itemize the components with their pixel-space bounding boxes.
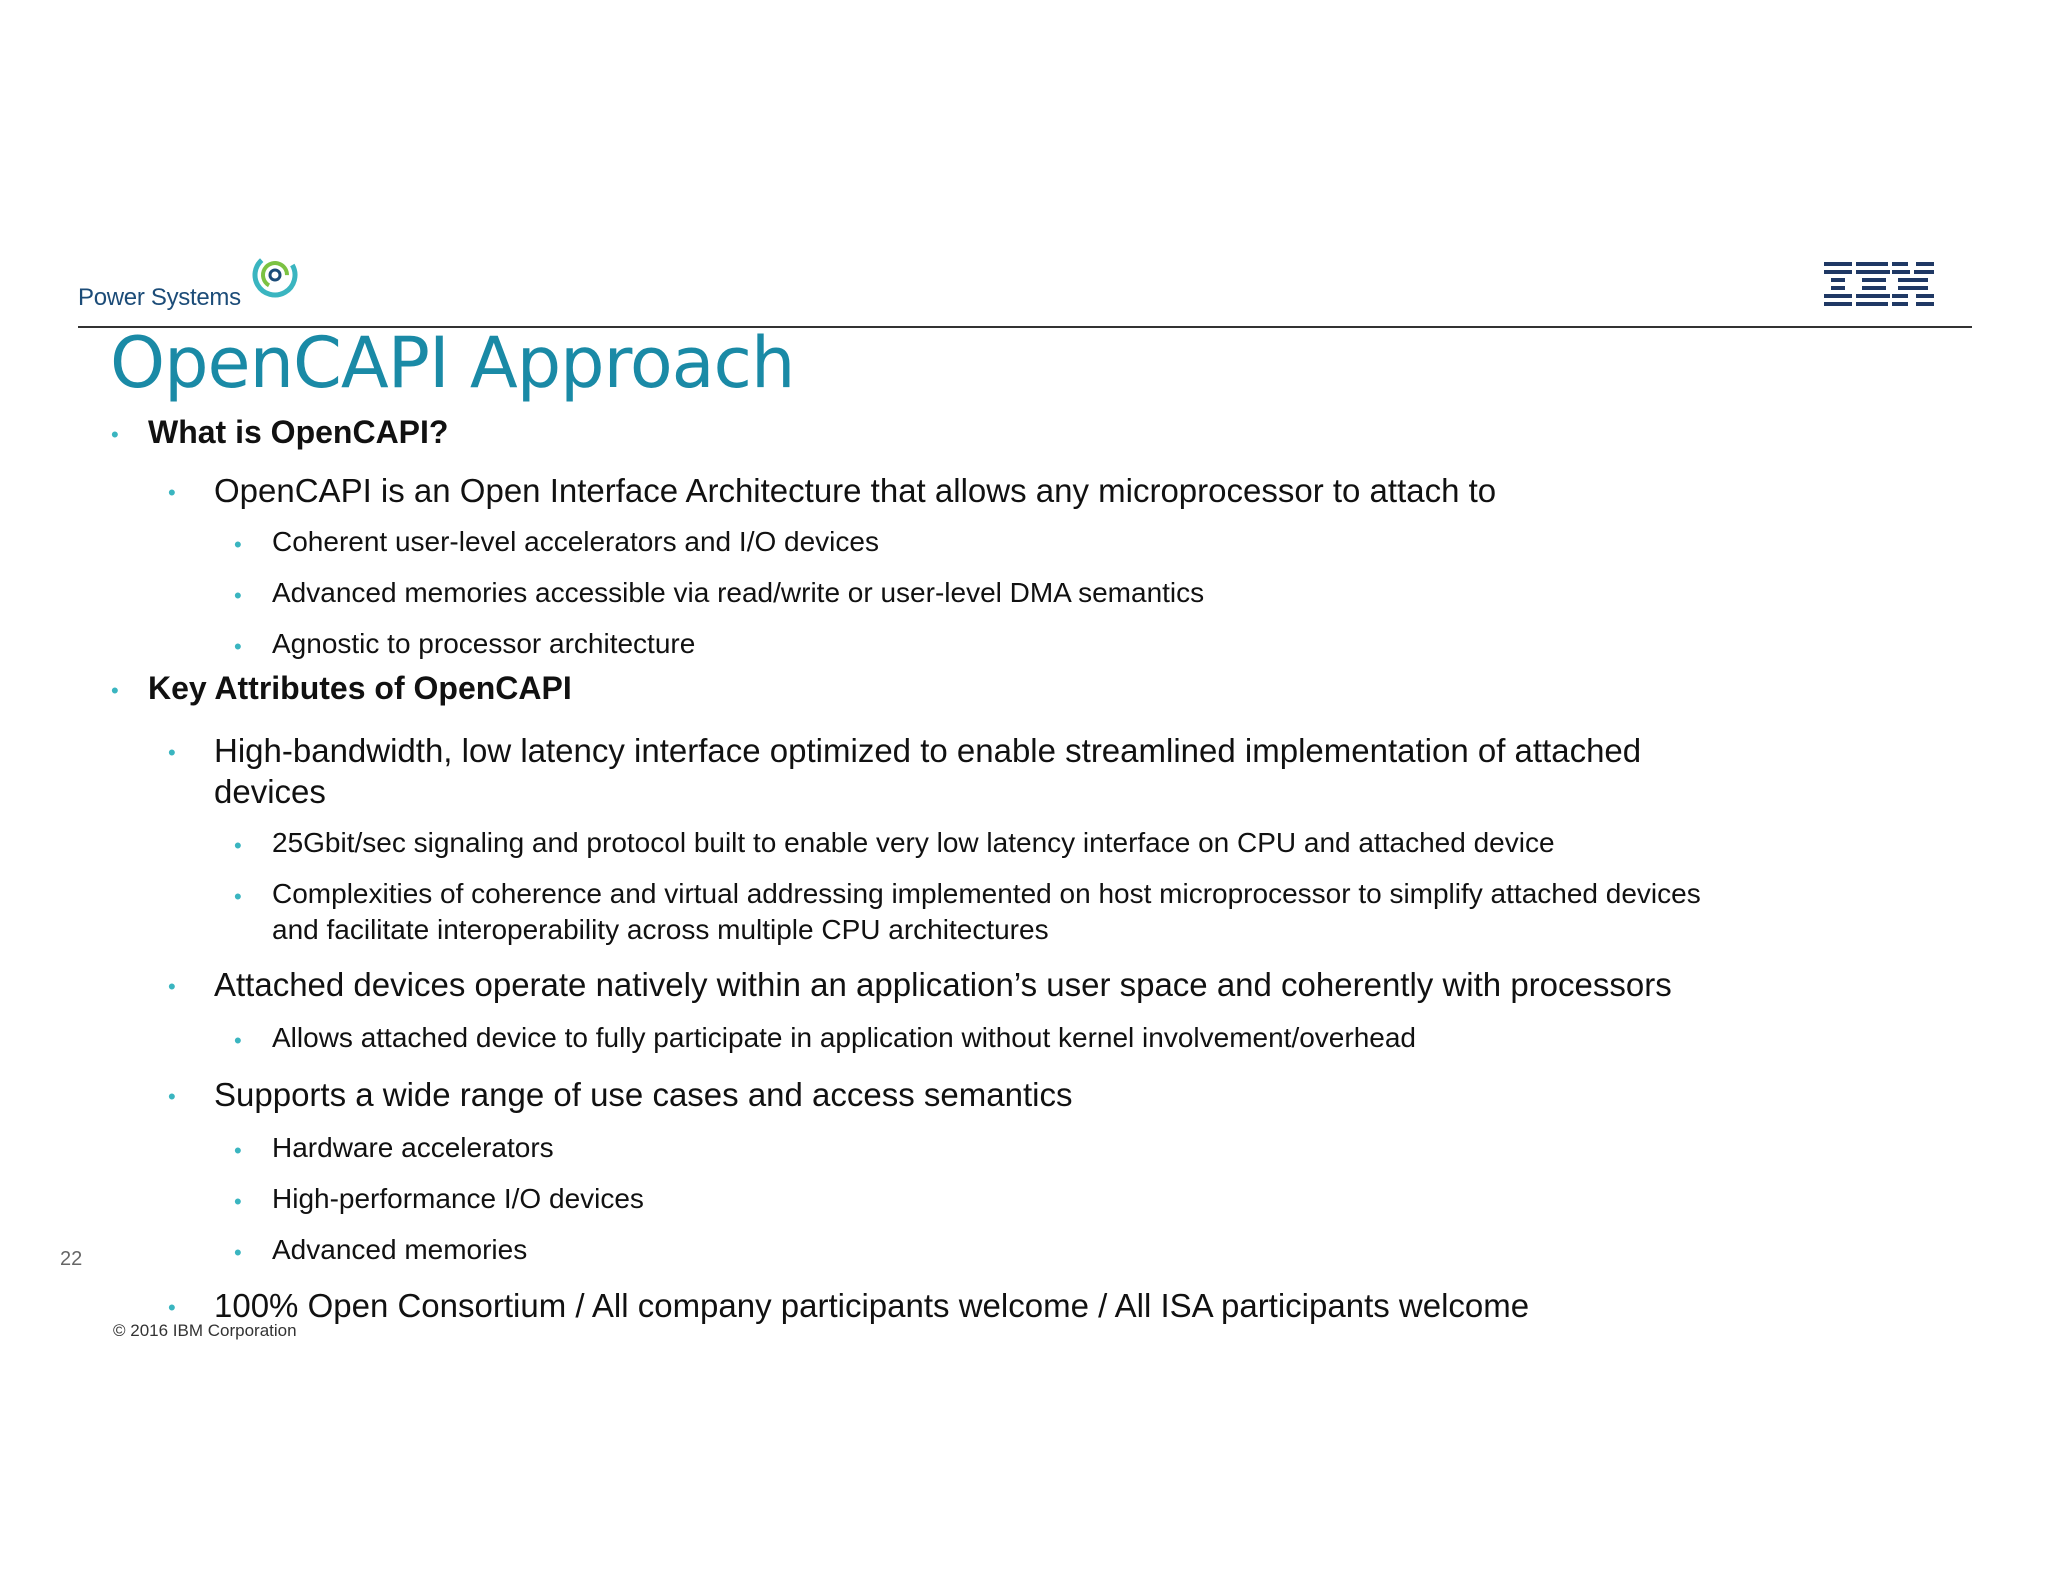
brand-name: Power Systems	[78, 284, 241, 311]
ibm-logo	[1824, 262, 1934, 306]
bullet-icon: •	[111, 678, 119, 703]
bullet-icon: •	[234, 634, 242, 659]
slide-title: OpenCAPI Approach	[110, 322, 795, 404]
section-heading: What is OpenCAPI?	[148, 414, 449, 450]
bullet-icon: •	[234, 583, 242, 608]
bullet-icon: •	[234, 833, 242, 858]
power-systems-logo	[78, 250, 318, 320]
sub-list-item: Allows attached device to fully participate in application without kernel involvement/overhead	[272, 1022, 1416, 1053]
sub-list-item: Advanced memories accessible via read/write or user-level DMA semantics	[272, 577, 1205, 608]
bullet-icon: •	[168, 1084, 176, 1109]
power-systems-swirl-icon	[250, 250, 300, 300]
section-heading: Key Attributes of OpenCAPI	[148, 670, 572, 706]
slide-number: 22	[60, 1248, 83, 1270]
bullet-icon: •	[168, 740, 176, 765]
list-item: High-bandwidth, low latency interface optimized to enable streamlined implementation of attached devices	[214, 732, 1642, 810]
bullet-icon: •	[234, 1028, 242, 1053]
bullet-icon: •	[111, 422, 119, 447]
bullet-icon: •	[168, 974, 176, 999]
bullet-icon: •	[168, 480, 176, 505]
bullet-icon: •	[234, 1138, 242, 1163]
copyright-notice: © 2016 IBM Corporation	[113, 1321, 297, 1340]
bullet-icon: •	[234, 1189, 242, 1214]
bullet-icon: •	[168, 1295, 176, 1320]
sub-list-item: High-performance I/O devices	[272, 1183, 644, 1214]
sub-list-item: Coherent user-level accelerators and I/O devices	[272, 526, 879, 557]
sub-list-item: Hardware accelerators	[272, 1132, 554, 1163]
bullet-icon: •	[234, 884, 242, 909]
bullet-icon: •	[234, 532, 242, 557]
list-item: Supports a wide range of use cases and access semantics	[214, 1076, 1073, 1113]
sub-list-item: Agnostic to processor architecture	[272, 628, 696, 659]
list-item: 100% Open Consortium / All company participants welcome / All ISA participants welcome	[214, 1287, 1530, 1324]
sub-list-item: Complexities of coherence and virtual addressing implemented on host microprocessor to simplify attached devices and facilitate interoperability across multiple CPU architectures	[272, 878, 1701, 945]
sub-list-item: Advanced memories	[272, 1234, 528, 1265]
sub-list-item: 25Gbit/sec signaling and protocol built to enable very low latency interface on CPU and attached device	[272, 827, 1555, 858]
list-item: Attached devices operate natively within an application’s user space and coherently with processors	[214, 966, 1672, 1003]
list-item: OpenCAPI is an Open Interface Architecture that allows any microprocessor to attach to	[214, 472, 1497, 509]
bullet-icon: •	[234, 1240, 242, 1265]
